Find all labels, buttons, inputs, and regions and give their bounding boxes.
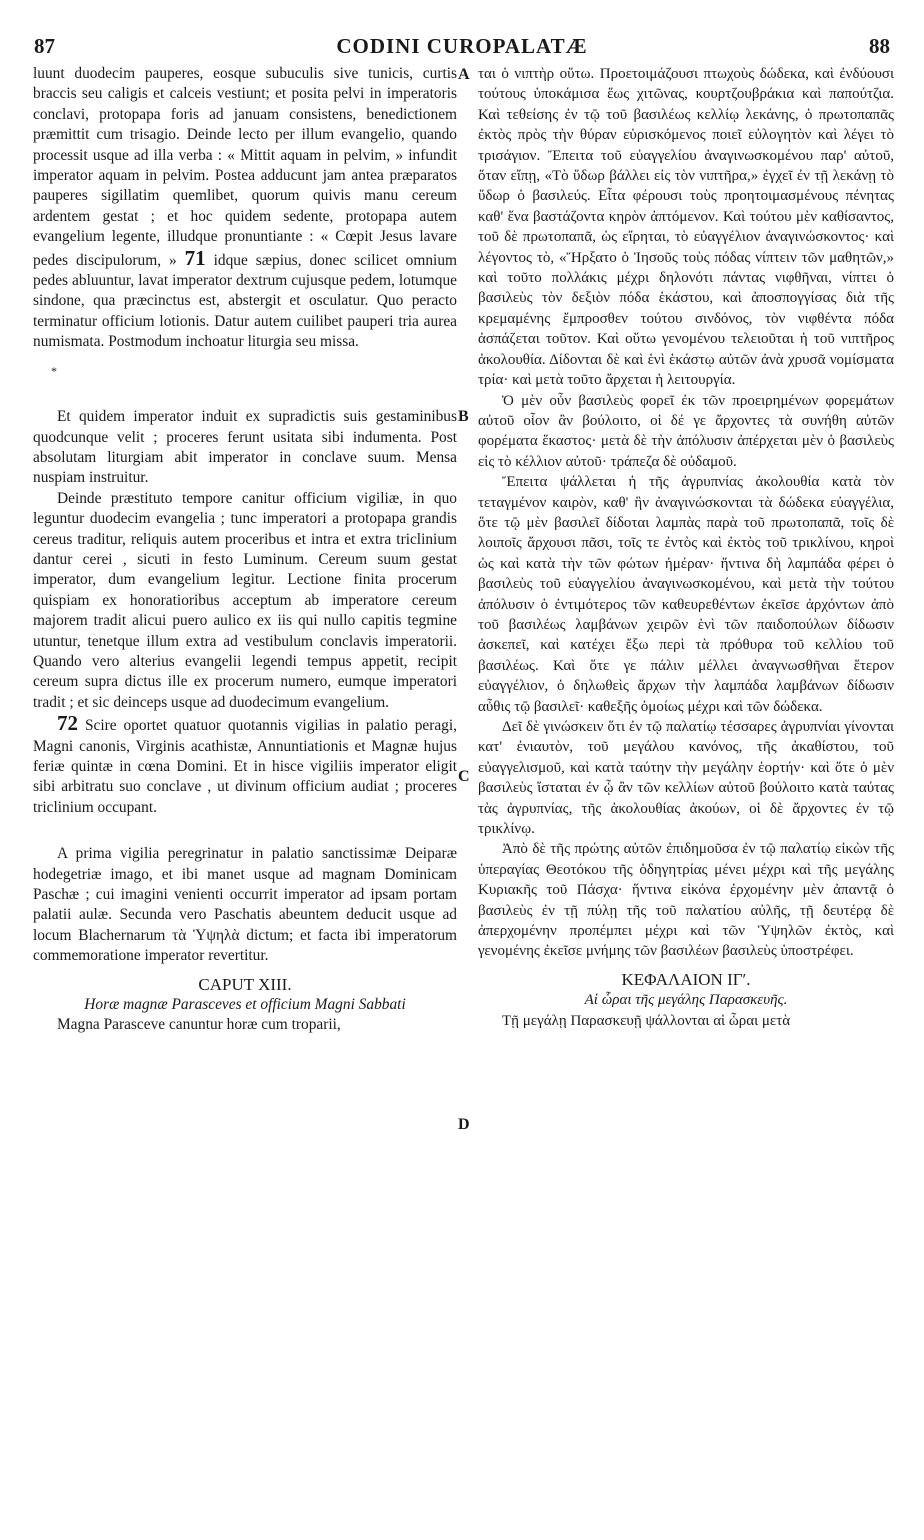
chapter-heading: CAPUT XIII. xyxy=(198,974,292,994)
latin-paragraph xyxy=(33,713,457,818)
margin-marker-a: A xyxy=(458,66,470,83)
greek-paragraph: Δεῖ δὲ γινώσκειν ὅτι ἐν τῷ παλατίῳ τέσσαρες ἀγρυπνίαι γίνονται κατ' ἐνιαυτὸν, τοῦ μεγάλου κανόνος, τῆς ἀκαθίστου, τοῦ εὐαγγελισμοῦ, καὶ κατὰ ταύτην τὴν μεγάλην ἑορτήν· καὶ ὅτε ὁ μὲν βασιλεὺς ἵσταται ἐν ᾧ ἂν τῶν κελλίων αὐτοῦ βούλοιτο κατὰ ταύτας τὰς ἀγρυπνίας, τῆς ἀκολουθίας ἀκούων, οἱ δὲ ἄρχοντες ἐν τῷ τρικλίνῳ. xyxy=(478,719,894,838)
latin-paragraph: Magna Parasceve canuntur horæ cum troparii, xyxy=(57,1016,341,1034)
page-number-right: 88 xyxy=(869,34,890,58)
greek-column xyxy=(478,64,894,1031)
section-number-72: 72 xyxy=(57,711,78,736)
footnote-star: * xyxy=(51,363,57,378)
page-number-left: 87 xyxy=(34,34,55,58)
latin-paragraph: A prima vigilia peregrinatur in palatio sanctissimæ Deiparæ hodegetriæ imago, et ibi manet usque ad magnam Dominicam Paschæ ; cui imagini venienti occurrit imperator ad ipsam portam palatii aulæ. Secunda vero Paschatis abeuntem deducit usque ad locum Blachernarum τὰ Ὑψηλὰ dictum; et facta ibi imperatorum commemoratione imperator revertitur. xyxy=(33,845,457,965)
margin-marker-b: B xyxy=(458,408,469,425)
chapter-subtitle-greek: Αἱ ὧραι τῆς μεγάλης Παρασκευῆς. xyxy=(584,992,788,1009)
latin-paragraph xyxy=(33,64,457,353)
greek-paragraph: Ὁ μὲν οὖν βασιλεὺς φορεῖ ἐκ τῶν προειρημένων φορεμάτων αὐτοῦ οἷον ἂν βούλοιτο, οἱ δέ γε ἄρχοντες τὰ συνήθη αὐτῶν φορέματα ἕκαστος· μετὰ δὲ τὴν ἀπόλυσιν ἀπέρχεται μὲν ὁ βασιλεὺς εἰς τὸ κέλλιον αὐτοῦ· τράπεζα δὲ οὐδαμοῦ. xyxy=(478,392,894,470)
running-header xyxy=(34,34,890,60)
latin-paragraph: Deinde præstituto tempore canitur officium vigiliæ, in quo leguntur duodecim evangelia ; tunc imperatori a protopapa grandis cereus traditur, reliquis autem proceribus et intra et extra triclinium dantur cerei , sicuti in festo Luminum. Cereum suum gestat imperator, dum evangelium legitur. Lectione finita procerum quispiam ex honoratioribus acceptum ab imperatore cereum majorem tradit alicui puero aulico ex iis qui nullo capitis tegmine utuntur, tenetque illum extra ad vestibulum conclavis imperatorii. Quando vero alterius evangelii legendi tempus appetit, recipit cereum supra dictus ille ex procerum numero, eumque imperatori tradit ; et sic deinceps usque ad duodecimum evangelium. xyxy=(33,489,457,711)
greek-paragraph: Ἀπὸ δὲ τῆς πρώτης αὐτῶν ἐπιδημοῦσα ἐν τῷ παλατίῳ εἰκὼν τῆς ὑπεραγίας Θεοτόκου τῆς ὁδηγητρίας μένει μέχρι καὶ τῆς μεγάλης Κυριακῆς τοῦ Πάσχα· ἥντινα εἰκόνα ἐρχομένην μὲν ἀπαντᾷ ὁ βασιλεὺς ἐν τῇ πύλῃ τῆς τοῦ παλατίου αὐλῆς, τῇ δευτέρᾳ δὲ ἀπερχομένην προπέμπει μέχρι καὶ τῶν Ὑψηλῶν ἐκτὸς, καὶ γενομένης ἐκεῖσε μνήμης τῶν βασιλέων βασιλεὺς ὑποστρέφει. xyxy=(478,841,894,960)
margin-marker-d: D xyxy=(458,1116,470,1133)
running-title: CODINI CUROPALATÆ xyxy=(336,34,588,58)
margin-marker-c: C xyxy=(458,768,470,785)
latin-text: idque sæpius, donec scilicet omnium pedes abluuntur, lavat imperator dextrum cujusque pedem, lotumque sindone, qua præcinctus est, abstergit et osculatur. Quo peracto terminatur officium lotionis. Datur autem cuilibet pauperi tria aurea numismata. Postmodum inchoatur liturgia seu missa. xyxy=(33,251,457,351)
chapter-heading-greek: ΚΕΦΑΛΑΙΟΝ ΙΓʹ. xyxy=(621,969,751,989)
section-number-71: 71 xyxy=(184,245,206,270)
latin-paragraph: Et quidem imperator induit ex supradictis suis gestaminibus quodcunque velit ; proceres ferunt usitata sibi indumenta. Post absolutam liturgiam abit imperator in conclave suum. Mensa nuspiam instruitur. xyxy=(33,408,457,487)
latin-column xyxy=(33,64,457,1036)
greek-paragraph: Ἔπειτα ψάλλεται ἡ τῆς ἀγρυπνίας ἀκολουθία κατὰ τὸν τεταγμένον καιρὸν, καθ' ἣν ἀναγινώσκονται τὰ δώδεκα εὐαγγέλια, ὅτε τῷ μὲν βασιλεῖ δίδοται λαμπὰς παρὰ τοῦ πρωτοπαπᾶ, τοῖς δὲ λοιποῖς ἄρχουσι πᾶσι, τοῖς τε ἐντὸς καὶ ἐκτὸς τοῦ τρικλίνου, κηροὶ ὡς καὶ κατὰ τὴν τῶν φώτων ἡμέραν· ἥντινα δὴ λαμπάδα φέρει ὁ βασιλεὺς τοῦ εὐαγγελίου ἀναγινωσκομένου, καὶ μετὰ τὴν τούτου ἀπόλυσιν ὁ ἐντιμότερος τῶν καθευρεθέντων ἐκεῖσε ἀρχόντων ἀπὸ τοῦ βασιλέως λαμβάνων χειρῶν ἑνὶ τῶν παιδοπούλων δίδωσιν ἀσκεπεῖ, καὶ κατέχει ἔξω περὶ τὰ πρόθυρα τοῦ κελλίου τοῦ βασιλέως. Καὶ ὅτε γε πάλιν μέλλει ἀναγνωσθῆναι ἕτερον εὐαγγέλιον, ὁ δηλωθεὶς ἄρχων τὴν λαμπάδα λαμβάνων δίδωσιν αὖθις τῷ βασιλεῖ· καθεξῆς ὁμοίως μέχρι καὶ τῶν δώδεκα. xyxy=(478,474,894,715)
greek-paragraph: Τῇ μεγάλῃ Παρασκευῇ ψάλλονται αἱ ὧραι μετὰ xyxy=(502,1012,791,1029)
latin-text: luunt duodecim pauperes, eosque subuculis sive tunicis, curtis braccis seu caligis et calceis vestiunt; et posita pelvi in imperatoris conclavi, protopapa foris ad januam consistens, benedictionem præmittit cum trisagio. Deinde lecto per illum evangelio, quando processit usque ad illa verba : « Mittit aquam in pelvim, » infundit imperator aquam in pelvim. Postea adducunt jam antea præparatos pauperes sigillatim quemlibet, quorum quivis manu cereum ardentem gestat ; et hoc quidem sedente, protopapa autem evangelium legente, illudque pronuntiante : « Cœpit Jesus lavare pedes discipulorum, » xyxy=(33,65,457,269)
greek-paragraph: ται ὁ νιπτὴρ οὕτω. Προετοιμάζουσι πτωχοὺς δώδεκα, καὶ ἐνδύουσι τούτους ὑποκάμισα ἕως χιτῶνας, κουρτζουβράκια καὶ παπούτζια. Καὶ τεθείσης ἐν τῷ τοῦ βασιλέως κελλίῳ λεκάνης, ὁ πρωτοπαπᾶς ἐκτὸς πρὸς τὴν θύραν εὑρισκόμενος ποιεῖ εὐλογητὸν καὶ λέγει τὸ τρισάγιον. Ἔπειτα τοῦ εὐαγγελίου ἀναγινωσκομένου παρ' αὐτοῦ, ὅταν εἴπῃ, «Τὸ ὕδωρ βάλλει εἰς τὸν νιπτῆρα,» ἐγχεῖ ἐν τῇ λεκάνῃ τὸ ὕδωρ ὁ βασιλεύς. Εἶτα φέρουσι τοὺς προητοιμασμένους πένητας καθ' ἕνα βαστάζοντα κηρὸν ἀπτόμενον. Καὶ τούτου μὲν καθίσαντος, τοῦ δὲ πρωτοπαπᾶ, ὡς εἴρηται, τὸ εὐαγγέλιον ἀναγινώσκοντος· καὶ λέγοντος τὸ, «Ἤρξατο ὁ Ἰησοῦς τοὺς πόδας νίπτειν τῶν μαθητῶν,» καὶ τοῦτο πολλάκις μέχρι δηλονότι πάντας νιφθῆναι, νίπτει ὁ βασιλεὺς τὸν δεξιὸν πόδα ἑκάστου, καὶ ἀποσπογγίσας διὰ τῆς κρεμαμένης ἔμπροσθεν τούτου σινδόνος, τὸν νιφθέντα πόδα ἀσπάζεται τοῦτον. Καὶ οὕτω γενομένου τελειοῦται ἡ τοῦ νιπτῆρος ἀκολουθία. Δίδονται δὲ καὶ ἑνὶ ἑκάστῳ αὐτῶν ἀνὰ χρυσᾶ νομίσματα τρία· καὶ μετὰ τοῦτο ἄρχεται ἡ λειτουργία. xyxy=(478,66,894,389)
latin-text: Scire oportet quatuor quotannis vigilias in palatio peragi, Magni canonis, Virginis acathistæ, Annuntiationis et Magnæ hujus feriæ quintæ in cœna Domini. Et in hisce vigiliis imperator eligit sibi arbitratu suo conclave , ut divinum officium audiat ; proceres triclinium occupant. xyxy=(33,717,457,816)
chapter-subtitle: Horæ magnæ Parasceves et officium Magni Sabbati xyxy=(84,996,406,1014)
